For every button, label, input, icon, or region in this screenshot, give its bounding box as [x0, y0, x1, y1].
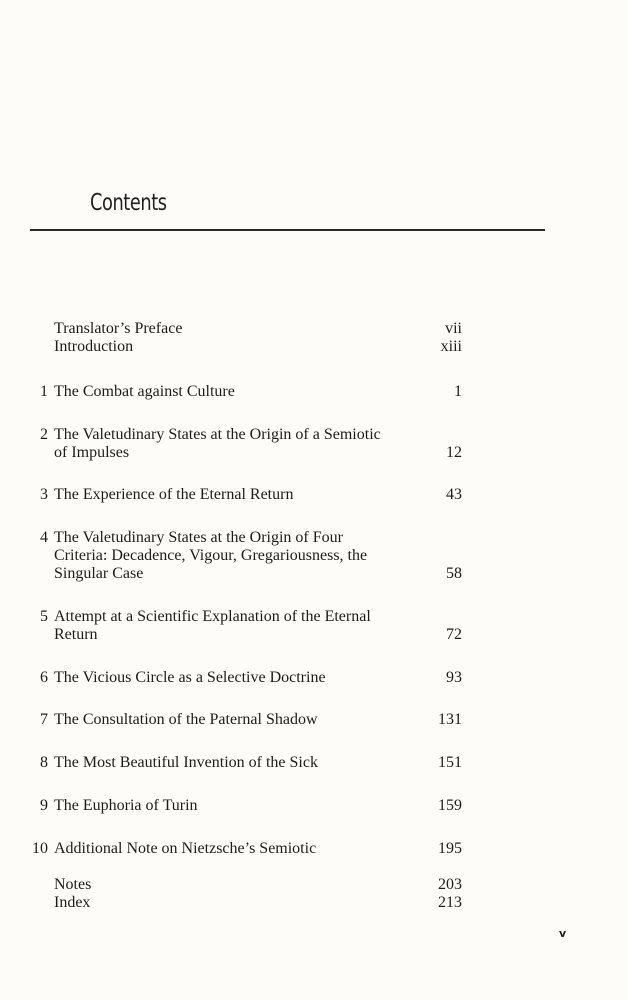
page-number: 151: [438, 754, 462, 771]
page-number: 58: [446, 565, 462, 582]
entry-title: [54, 426, 434, 462]
page-number: 12: [446, 444, 462, 461]
page-number: 43: [446, 486, 462, 503]
page-number: 213: [438, 894, 462, 911]
entry-title-line: Notes: [54, 876, 92, 893]
entry-title: [54, 608, 434, 644]
chapter-number: 6: [40, 669, 48, 686]
entry-title: [54, 876, 434, 894]
entry-title: [54, 840, 434, 858]
page-number: xiii: [440, 338, 462, 355]
page-number: 72: [446, 626, 462, 643]
entry-title-line: Return: [54, 626, 98, 643]
page-title: Contents: [90, 190, 167, 216]
entry-title-line: The Euphoria of Turin: [54, 797, 198, 814]
chapter-number: 4: [40, 529, 48, 546]
entry-title-line: Translator’s Preface: [54, 320, 183, 337]
page-number: 159: [438, 797, 462, 814]
entry-title-line: Singular Case: [54, 565, 144, 582]
page-folio: v: [559, 927, 567, 940]
entry-title-line: The Combat against Culture: [54, 383, 235, 400]
chapter-number: 3: [40, 486, 48, 503]
entry-title-line: The Consultation of the Paternal Shadow: [54, 711, 318, 728]
chapter-number: 9: [40, 797, 48, 814]
entry-title-line: Index: [54, 894, 91, 911]
entry-title-line: Introduction: [54, 338, 134, 355]
page-number: 131: [438, 711, 462, 728]
entry-title: [54, 797, 434, 815]
page-number: vii: [445, 320, 462, 337]
entry-title-line: The Vicious Circle as a Selective Doctrine: [54, 669, 326, 686]
entry-title: [54, 669, 434, 687]
page-number: 203: [438, 876, 462, 893]
entry-title-line: The Most Beautiful Invention of the Sick: [54, 754, 318, 771]
page-number: 195: [438, 840, 462, 857]
chapter-number: 7: [40, 711, 48, 728]
entry-title-line: The Experience of the Eternal Return: [54, 486, 294, 503]
entry-title-line: The Valetudinary States at the Origin of a Semiotic: [54, 426, 381, 443]
entry-title: [54, 320, 434, 338]
entry-title: [54, 338, 434, 356]
chapter-number: 1: [40, 383, 48, 400]
entry-title: [54, 529, 434, 583]
entry-title-line: Attempt at a Scientific Explanation of the Eternal: [54, 608, 371, 625]
page-number: 93: [446, 669, 462, 686]
chapter-number: 8: [40, 754, 48, 771]
page-number: 1: [454, 383, 462, 400]
entry-title-line: Additional Note on Nietzsche’s Semiotic: [54, 840, 317, 857]
chapter-number: 5: [40, 608, 48, 625]
chapter-number: 10: [32, 840, 48, 857]
entry-title-line: of Impulses: [54, 444, 130, 461]
entry-title: [54, 711, 434, 729]
entry-title-line: Criteria: Decadence, Vigour, Gregariousness, the: [54, 547, 368, 564]
entry-title: [54, 383, 434, 401]
entry-title: [54, 894, 434, 912]
entry-title: [54, 486, 434, 504]
chapter-number: 2: [40, 426, 48, 443]
entry-title-line: The Valetudinary States at the Origin of Four: [54, 529, 343, 546]
entry-title: [54, 754, 434, 772]
